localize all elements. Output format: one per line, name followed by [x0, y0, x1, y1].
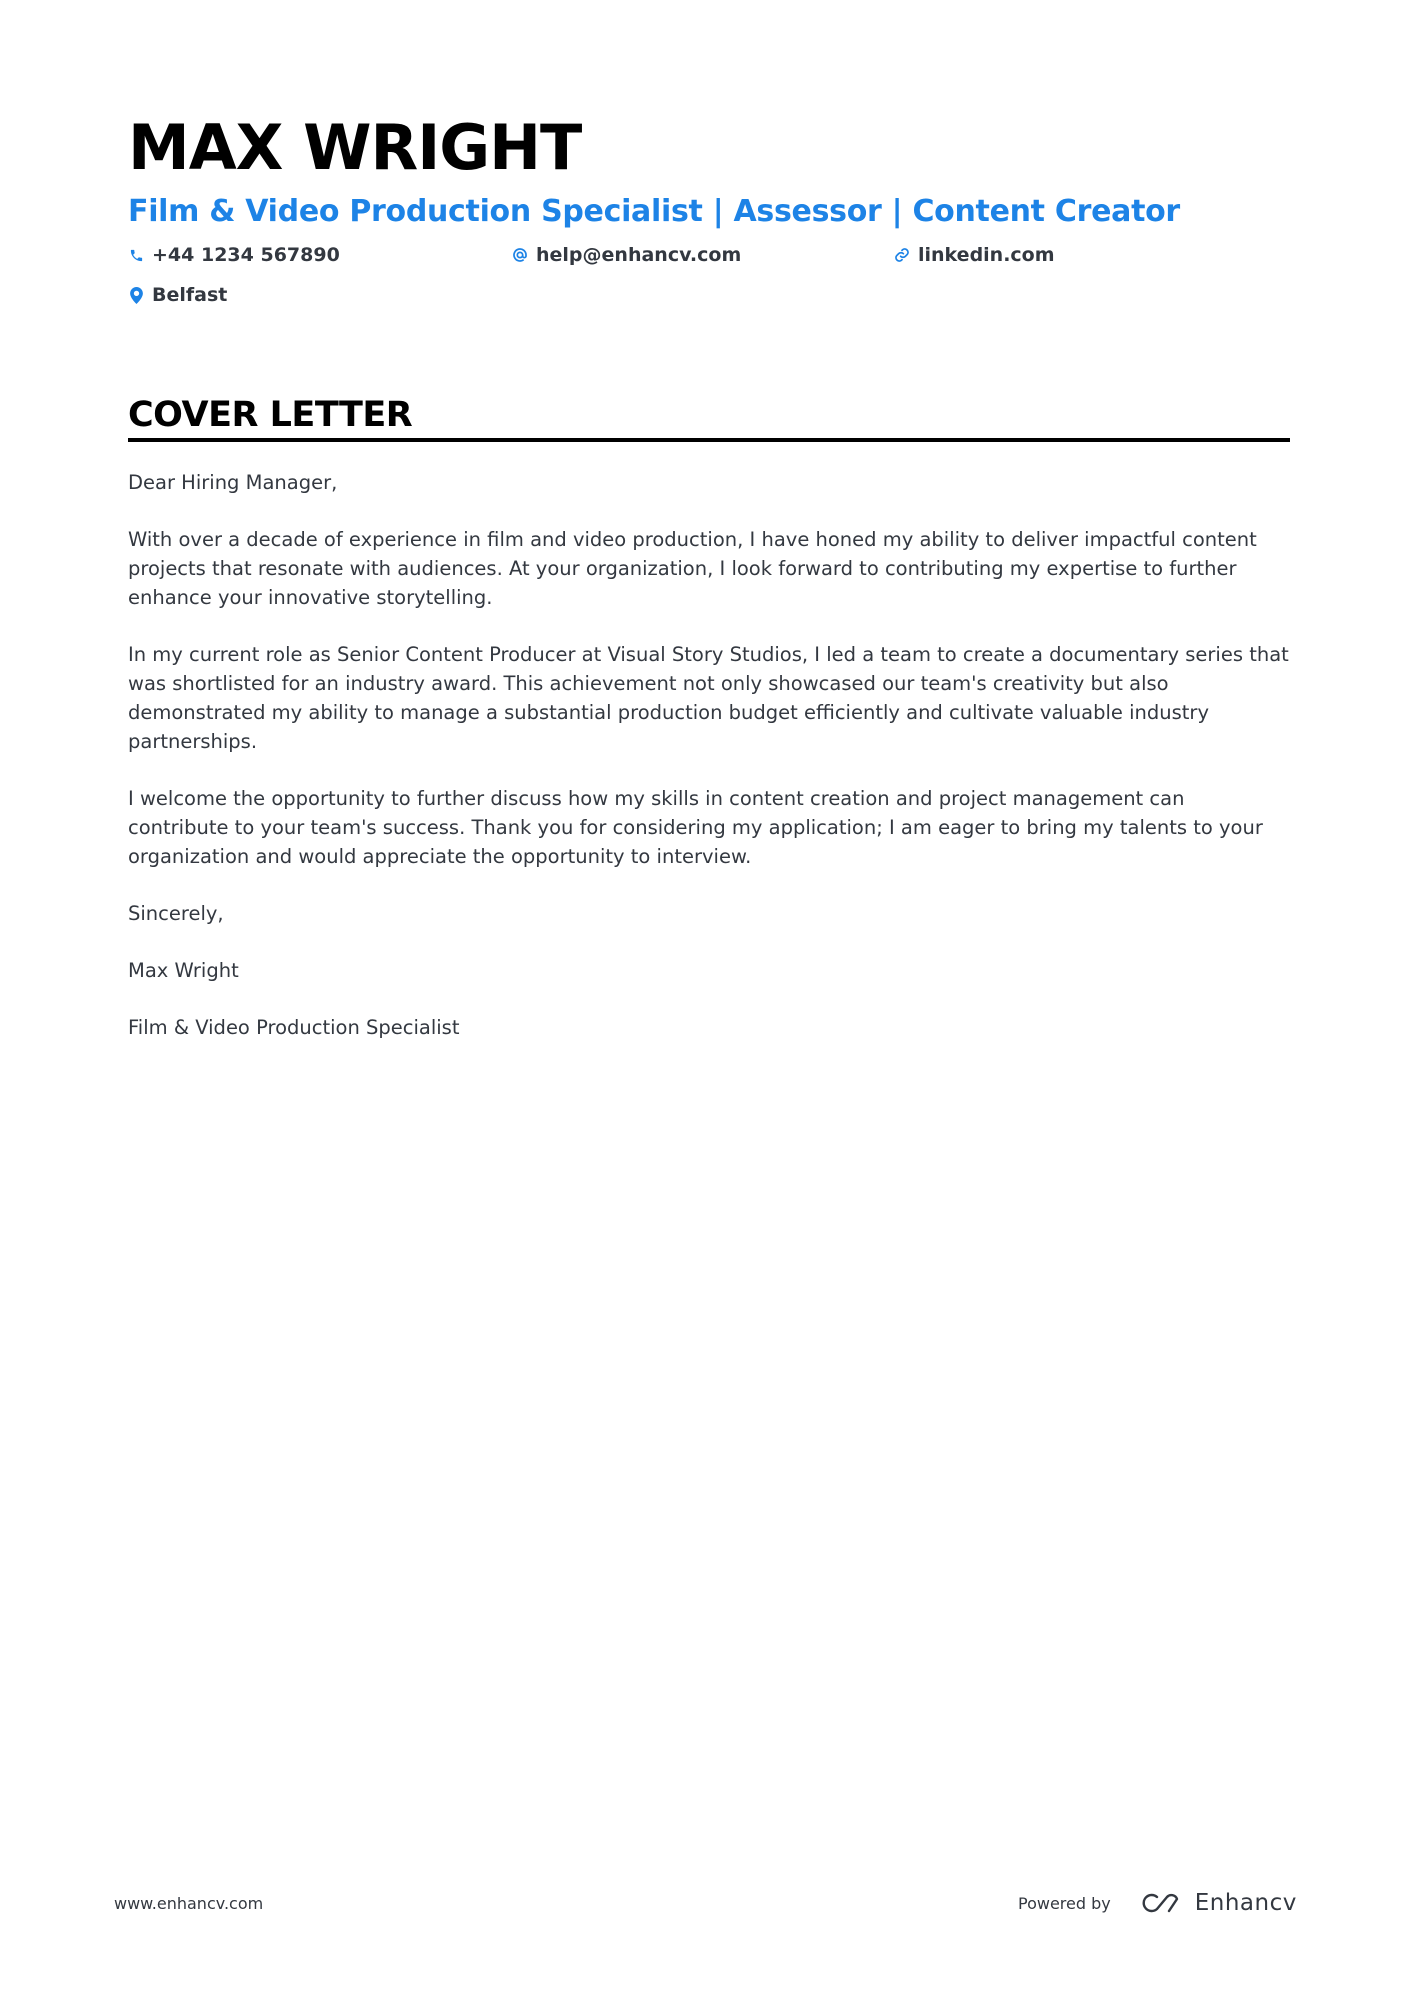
section-divider [128, 438, 1290, 442]
contact-location [128, 280, 227, 310]
contact-phone [128, 240, 340, 270]
candidate-title: Film & Video Production Specialist | Assessor | Content Creator [128, 194, 1180, 229]
location-text: Belfast [152, 284, 228, 306]
letter-paragraph: In my current role as Senior Content Producer at Visual Story Studios, I led a team to create a documentary series that was shortlisted for an industry award. This achievement not only showcased our team's creativity but also demonstrated my ability to manage a substantial production budget efficiently and cultivate valuable industry partnerships. [128, 643, 1289, 753]
letter-closing: Sincerely, [128, 902, 224, 925]
linkedin-text: linkedin.com [918, 244, 1055, 266]
letter-signature: Max Wright [128, 959, 239, 982]
candidate-name: MAX WRIGHT [128, 111, 582, 184]
contact-info [128, 240, 1290, 320]
section-title: COVER LETTER [128, 395, 413, 435]
at-icon [512, 246, 528, 264]
contact-email[interactable] [512, 240, 741, 270]
letter-paragraph: With over a decade of experience in film and video production, I have honed my ability to deliver impactful content projects that resonate with audiences. At your organization, I look forward to contributing my expertise to further enhance your innovative storytelling. [128, 528, 1257, 609]
letter-paragraph: I welcome the opportunity to further discuss how my skills in content creation and project management can contribute to your team's success. Thank you for considering my application; I am eager to bring my talents to your organization and would appreciate the opportunity to interview. [128, 787, 1263, 868]
contact-linkedin[interactable] [894, 240, 1055, 270]
location-pin-icon [128, 286, 144, 304]
powered-by-text: Powered by [1018, 1893, 1111, 1913]
letter-greeting: Dear Hiring Manager, [128, 471, 338, 494]
header [128, 108, 1290, 232]
letter-signature-title: Film & Video Production Specialist [128, 1016, 460, 1039]
enhancv-brand-name: Enhancv [1194, 1890, 1297, 1916]
link-icon [894, 246, 910, 264]
email-text: help@enhancv.com [536, 244, 742, 266]
footer-branding[interactable] [1018, 1886, 1297, 1920]
phone-icon [128, 246, 144, 264]
phone-text: +44 1234 567890 [152, 244, 340, 266]
letter-body [128, 468, 1290, 1070]
enhancv-logo-icon [1137, 1891, 1181, 1915]
footer-website[interactable]: www.enhancv.com [114, 1894, 264, 1913]
